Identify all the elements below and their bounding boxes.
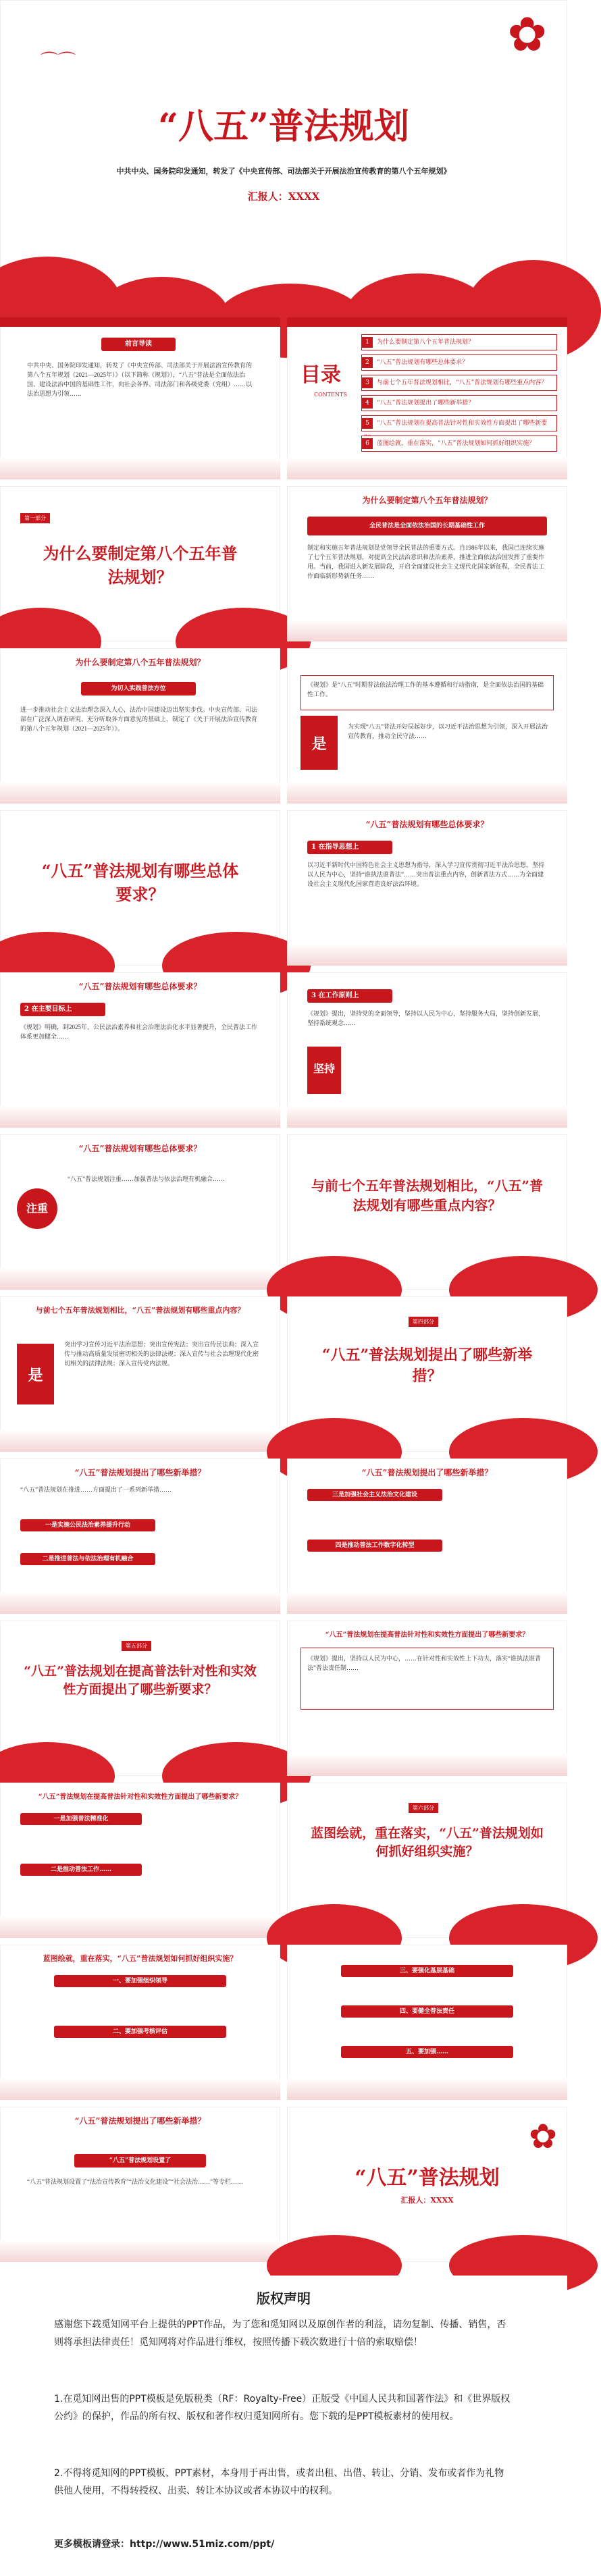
q2-slide-3 [287, 972, 567, 1128]
q2-note-slide [0, 1134, 280, 1290]
part-label: 第五部分 [122, 1641, 151, 1651]
slide-header: “八五”普法规划在提高普法针对性和实效性方面提出了哪些新要求？ [38, 1793, 242, 1801]
part-label: 第一部分 [20, 513, 50, 523]
mid-body: “八五”普法规划设置了“法治宣传教育”“法治文化建设”“社会法治……”等专栏…… [27, 2178, 243, 2185]
section-4: 四、要健全普法责任 [341, 2005, 513, 2018]
footer-wave [0, 1430, 280, 1452]
preface-label: 前言导读 [101, 338, 176, 351]
item-body: 以习近平新时代中国特色社会主义思想为指导，深入学习宣传贯彻习近平法治思想，坚持以人民为中心，坚持“谁执法谁普法”……突出普法重点内容，创新普法方式……为全面建设社会主义现代化国家营造良好法治环境。 [307, 862, 545, 887]
footer-wave [287, 1106, 567, 1128]
part5-title: “八五”普法规划在提高普法针对性和实效性方面提出了哪些新要求？ [24, 1664, 257, 1697]
q6-slide-1 [0, 1945, 280, 2100]
right-body: 《规划》是“八五”时期普法依法治理工作的基本遵循和行动指南，是全面依法治国的基础性工作。 [307, 681, 544, 698]
q2-slide-1 [287, 810, 567, 966]
item-body: 《规划》提出，坚持党的全面领导，坚持以人民为中心，坚持服务大局，坚持创新发展，坚持系统观念…… [307, 1010, 545, 1026]
bullets: 突出学习宣传习近平法治思想；突出宣传宪法；突出宣传民法典；深入宣传与推动高质量发展密切相关的法律法规；深入宣传与社会治理现代化密切相关的法律法规；深入宣传党内法规。 [64, 1341, 259, 1367]
slide-header: “八五”普法规划有哪些总体要求？ [78, 982, 202, 991]
footer-wave [0, 1916, 280, 1938]
note-circle: 注重 [17, 1188, 57, 1229]
yes-label: 是 [311, 735, 327, 753]
plum-blossom-icon: ✿ [507, 7, 547, 62]
footer-wave [287, 620, 567, 641]
slide-header: “八五”普法规划提出了哪些新举措？ [361, 1468, 493, 1477]
tag-3: 三是加强社会主义法治文化建设 [307, 1489, 442, 1501]
top-bar [0, 317, 280, 327]
copyright-p1: 感谢您下载觅知网平台上提供的PPT作品，为了您和觅知网以及原创作者的利益，请勿复制、传播、销售，否则将承担法律责任！觅知网将对作品进行维权，按照传播下载次数进行十倍的索取赔偿！ [54, 2319, 506, 2348]
tag-2: 二是推动普法工作…… [20, 1864, 142, 1876]
slide-header: 为什么要制定第八个五年普法规划？ [362, 496, 492, 505]
slide-header: “八五”普法规划在提高普法针对性和实效性方面提出了哪些新要求？ [325, 1631, 529, 1639]
slide-header: “八五”普法规划有哪些总体要求？ [365, 820, 489, 829]
cover-reporter: 汇报人：XXXX [247, 190, 320, 203]
cover-subtitle: 中共中央、国务院印发通知，转发了《中央宣传部、司法部关于开展法治宣传教育的第八个五年规划》 [116, 167, 451, 176]
yes-label: 是 [28, 1367, 43, 1384]
q1-content-slide [287, 486, 567, 641]
tag-1: 一是加强普法精准化 [20, 1813, 142, 1825]
slide-header: “八五”普法规划提出了哪些新举措？ [74, 2116, 206, 2126]
q6-slide-2 [287, 1945, 567, 2100]
q2-slide-2 [0, 972, 280, 1128]
slide-header: 蓝图绘就，重在落实，“八五”普法规划如何抓好组织实施？ [43, 1954, 238, 1963]
footer-wave [0, 2078, 280, 2100]
bird-icon: ⌒⌒ [41, 51, 76, 72]
end-reporter: 汇报人：XXXX [400, 2196, 454, 2205]
body-text: 进一步推动社会主义法治理念深入人心，法治中国建设迈出坚实步伐。中央宣传部、司法部在广泛深入调查研究、充分听取各方面意见的基础上，制定了《关于开展法治宣传教育的第八个五年规划（2021—2025年）》。 [20, 706, 258, 732]
copyright-section [0, 2276, 567, 2576]
preface-body: 中共中央、国务院印发通知，转发了《中央宣传部、司法部关于开展法治宣传教育的第八个五年规划（2021—2025年）》（以下简称《规划》），“八五”普法是全面依法治国、建设法治中国的基础性工作，向社会各界、司法部门和各级党委（党组）……以法治思想为引领…… [27, 362, 253, 397]
item-body: 《规划》明确，到2025年，公民法治素养和社会治理法治化水平显著提升，全民普法工作体系更加健全…… [20, 1024, 258, 1040]
copyright-more: 更多模板请登录：http://www.51miz.com/ppt/ [54, 2539, 275, 2550]
toc-item-1[interactable]: 1 为什么要制定第八个五年普法规划？ [361, 334, 557, 350]
item-heading: 2 在主要目标上 [20, 1003, 105, 1016]
footer-wave [0, 1106, 280, 1128]
right-body-2: 为实现“八五”普法开好局起好步，以习近平法治思想为引领，深入开展法治宣传教育，推动全民守法…… [348, 723, 548, 739]
toc-item-4[interactable]: 4 “八五”普法规划提出了哪些新举措？ [361, 395, 557, 411]
toc-item-5[interactable]: 5 “八五”普法规划在提高普法针对性和实效性方面提出了哪些新要 [361, 415, 557, 431]
q6-slide-3 [0, 2107, 280, 2262]
part4-title-slide [287, 1296, 567, 1452]
q3-slide [0, 1296, 280, 1452]
footer-wave [287, 1754, 567, 1776]
footer-wave [287, 782, 567, 804]
part5-title-slide [0, 1621, 280, 1776]
section-5: 五、要加强…… [341, 2046, 513, 2058]
footer-wave [0, 782, 280, 804]
q4-slide-2 [287, 1458, 567, 1614]
q1-slide-4 [287, 648, 567, 804]
copyright-p2: 1.在觅知网出售的PPT模板是免版税类（RF：Royalty-Free）正版受《中国人民共和国著作法》和《世界版权公约》的保护，作品的所有权、版权和著作权归觅知网所有。您下载的是PPT模板素材的使用权。 [54, 2394, 511, 2422]
footer-wave [0, 1592, 280, 1614]
footer-wave [287, 2078, 567, 2100]
part2-title-slide [0, 810, 280, 966]
part1-title: 为什么要制定第八个五年普法规划？ [43, 544, 238, 587]
q1-slide-3 [0, 648, 280, 804]
preface-slide [0, 317, 280, 479]
toc-item-6[interactable]: 6 蓝图绘就，重在落实，“八五”普法规划如何抓好组织实施？ [361, 436, 557, 452]
intro: “八五”普法规划在推进……方面提出了一系列新举措…… [20, 1486, 172, 1493]
footer-wave [0, 458, 280, 479]
cover-title: “八五”普法规划 [158, 106, 409, 147]
end-title: “八五”普法规划 [355, 2166, 500, 2190]
copyright-p3: 2.不得将觅知网的PPT模板、PPT素材，本身用于再出售，或者出租、出借、转让、分销、发布或者作为礼物供他人使用，不得转授权、出卖、转让本协议或者本协议中的权利。 [54, 2468, 504, 2496]
end-slide [287, 2107, 567, 2262]
footer-wave [0, 2240, 280, 2262]
toc-heading: 目录 [300, 363, 341, 387]
note-body: “八五”普法规划注重……加强普法与依法治理有机融合…… [68, 1176, 225, 1182]
footer-wave [287, 944, 567, 966]
q5-slide-2 [0, 1783, 280, 1938]
cover-slide [0, 0, 567, 311]
footer-wave [0, 1268, 280, 1290]
slide-header: “八五”普法规划提出了哪些新举措？ [74, 1468, 206, 1477]
section-2: 二、要加强考核评估 [54, 2026, 226, 2038]
box-body: 制定和实施五年普法规划是党领导全民普法的重要方式。自1986年以来，我国已连续实施了七个五年普法规划，对提高全民法治意识和法治素养，推进全面依法治国发挥了重要作用。当前，我国进入新发展阶段，开启全面建设社会主义现代化国家新征程，全民普法工作面临新形势新任务…… [307, 544, 545, 579]
mid-tag: “八五”普法规划设置了 [74, 2154, 206, 2167]
right-body: 《规划》提出，坚持以人民为中心，……在针对性和实效性上下功夫，落实“谁执法谁普法”普法责任制…… [307, 1655, 541, 1671]
q5-slide-1 [287, 1621, 567, 1776]
box-title: 全民普法是全面依法治国的长期基础性工作 [307, 517, 547, 535]
stick-label: 坚持 [313, 1062, 335, 1075]
plum-blossom-icon: ✿ [529, 2117, 557, 2156]
tag: 为切入实践普法方位 [81, 682, 196, 695]
toc-slide [287, 317, 567, 479]
toc-sub: CONTENTS [314, 392, 347, 398]
section-1: 一、要加强组织领导 [54, 1975, 226, 1987]
slide-header: 为什么要制定第八个五年普法规划？ [75, 658, 205, 667]
top-bar [287, 317, 567, 327]
part6-title-slide [287, 1783, 567, 1938]
toc-item-2[interactable]: 2 “八五”普法规划有哪些总体要求？ [361, 354, 557, 371]
slide-header: “八五”普法规划有哪些总体要求？ [78, 1144, 202, 1153]
item-heading: 3 在工作原则上 [307, 989, 392, 1003]
part1-title-slide [0, 486, 280, 641]
part3-title-slide [287, 1134, 567, 1290]
item-heading: 1 在指导思想上 [307, 841, 392, 854]
tag-4: 四是推动普法工作数字化转型 [307, 1540, 442, 1552]
part2-title: “八五”普法规划有哪些总体要求？ [41, 861, 239, 904]
part6-title: 蓝图绘就，重在落实，“八五”普法规划如何抓好组织实施？ [311, 1826, 544, 1859]
tag-2: 二是推进普法与依法治理有机融合 [20, 1553, 155, 1565]
footer-wave [287, 1592, 567, 1614]
q4-slide-1 [0, 1458, 280, 1614]
tag-1: 一是实施公民法治素养提升行动 [20, 1519, 155, 1531]
slide-header: 与前七个五年普法规划相比，“八五”普法规划有哪些重点内容？ [35, 1306, 245, 1315]
part3-title: 与前七个五年普法规划相比，“八五”普法规划有哪些重点内容？ [311, 1178, 543, 1213]
part-label: 第四部分 [409, 1317, 438, 1327]
toc-item-3[interactable]: 3 与前七个五年普法规划相比，“八五”普法规划有哪些重点内容？ [361, 375, 557, 391]
section-3: 三、要强化基层基础 [341, 1965, 513, 1977]
part-label: 第六部分 [409, 1803, 438, 1813]
footer-wave [287, 458, 567, 479]
part4-title: “八五”普法规划提出了哪些新举措？ [321, 1346, 533, 1385]
copyright-title: 版权声明 [257, 2290, 311, 2307]
